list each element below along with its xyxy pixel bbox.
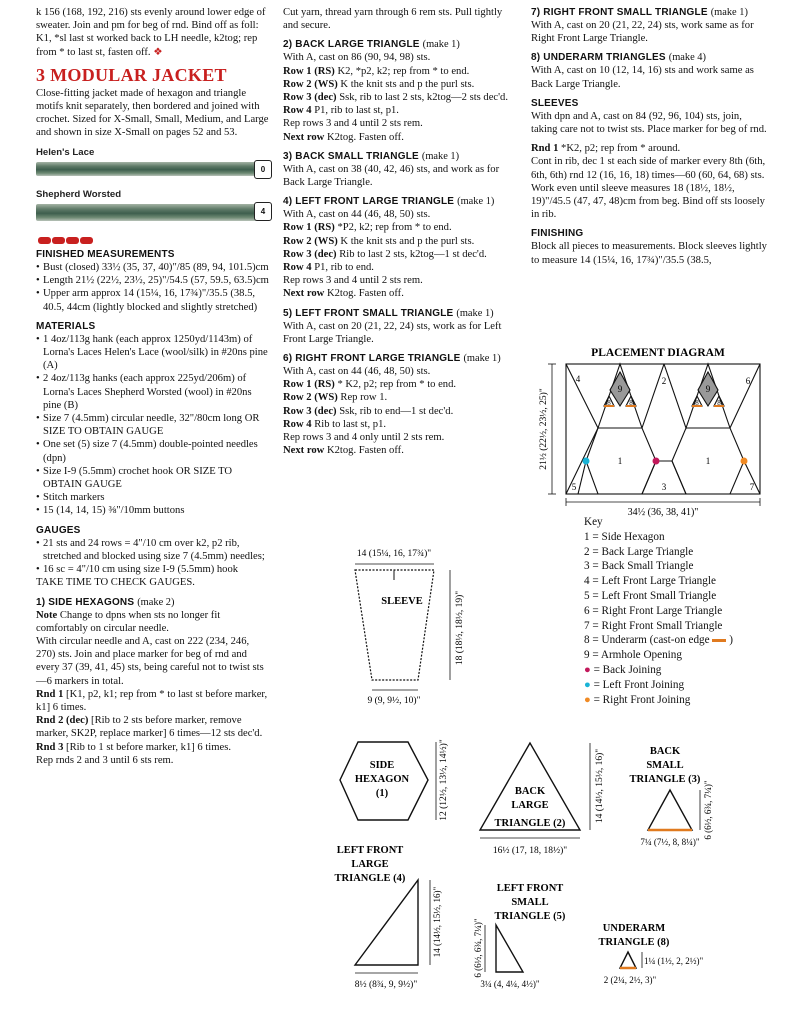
- sleeve-bottom-dimension: 9 (9, 9½, 10)": [367, 696, 421, 706]
- underarm-triangles-heading: 8) UNDERARM TRIANGLES (make 4): [531, 52, 706, 64]
- yarn-swatch-image: [36, 204, 270, 221]
- key-item: 3 = Back Small Triangle: [584, 560, 694, 573]
- instruction-row: Row 2 (WS) K the knit sts and p the purl sts.: [283, 235, 475, 247]
- list-item: • 1 4oz/113g hank (each approx 1250yd/1143m) of Lorna's Laces Helen's Lace (wool/silk) in #20ns pine (A): [36, 333, 270, 373]
- yarn-swatch-1: [36, 146, 270, 176]
- instruction-row: Row 1 (RS) K2, *p2, k2; rep from * to end.: [283, 65, 470, 77]
- back-joining-dot: [653, 458, 660, 465]
- lf-large-label: TRIANGLE (4): [334, 873, 406, 884]
- right-front-small-triangle-heading: 7) RIGHT FRONT SMALL TRIANGLE (make 1): [531, 7, 748, 18]
- key-item: 5 = Left Front Small Triangle: [584, 589, 717, 602]
- diagram-line: [642, 364, 664, 428]
- list-item: • 21 sts and 24 rows = 4"/10 cm over k2, p2 rib, stretched and blocked using size 7 (4.5mm) needles;: [36, 537, 270, 563]
- diagram-line: [566, 364, 598, 494]
- lf-small-side-dimension: 6 (6½, 6¾, 7¼)": [473, 918, 483, 978]
- back-small-triangle-schematic: [630, 746, 713, 847]
- diagram-label: 8: [629, 399, 633, 407]
- back-joining-icon: ●: [584, 663, 591, 676]
- hexagon-label: HEXAGON: [354, 774, 410, 785]
- underarm-label: TRIANGLE (8): [598, 937, 670, 948]
- measurements-list: [36, 261, 270, 314]
- key-item: 4 = Left Front Large Triangle: [584, 575, 716, 588]
- instruction-row: Row 4 P1, rib to end.: [283, 262, 374, 274]
- key-item: ● = Left Front Joining: [584, 678, 685, 691]
- paragraph: With A, cast on 86 (90, 94, 98) sts.: [283, 52, 431, 64]
- instruction-row: Next row K2tog. Fasten off.: [283, 131, 404, 143]
- sleeve-title: SLEEVE: [381, 596, 423, 607]
- description: Close-fitting jacket made of hexagon and triangle motifs knit separately, then bordered and joined with crochet. Sized for X-Small, Small, Medium, and Large and shown in size X-Small on pages 52 and 53.: [36, 87, 269, 139]
- instruction-row: Rep rows 3 and 4 only until 2 sts rem.: [283, 432, 445, 444]
- paragraph: With A, cast on 38 (40, 42, 46) sts, and work as for Back Large Triangle.: [283, 163, 500, 189]
- underarm-triangle-schematic: [599, 923, 704, 985]
- diagram-label: 1: [617, 456, 623, 466]
- left-front-small-triangle-schematic: [473, 883, 566, 989]
- materials-heading: MATERIALS: [36, 320, 96, 332]
- paragraph: With A, cast on 20 (21, 22, 24) sts, work same as for Right Front Large Triangle.: [531, 20, 754, 45]
- back-small-triangle-heading: 3) BACK SMALL TRIANGLE (make 1): [283, 150, 460, 162]
- right-front-large-triangle-heading: 6) RIGHT FRONT LARGE TRIANGLE (make 1): [283, 353, 501, 365]
- instruction-row: Rnd 1 *K2, p2; rep from * around.: [531, 143, 681, 155]
- instruction-row: Rnd 2 (dec) [Rib to 2 sts before marker, remove marker, SK2P, replace marker] 6 times—12 sts dec'd.: [36, 715, 263, 740]
- yarn-weight-icon: 0: [254, 160, 272, 179]
- instruction-row: Rep rows 3 and 4 until 2 sts rem.: [283, 118, 423, 130]
- paragraph: With A, cast on 44 (46, 48, 50) sts.: [283, 366, 431, 378]
- diagram-label: 9: [617, 384, 623, 394]
- width-dimension: 34½ (36, 38, 41)": [627, 507, 699, 518]
- back-large-triangle-schematic: [480, 743, 605, 856]
- key-item: 1 = Side Hexagon: [584, 530, 665, 543]
- lf-small-label: TRIANGLE (5): [494, 911, 566, 922]
- side-hexagon-schematic: [340, 739, 449, 821]
- lf-large-label: LARGE: [351, 859, 389, 870]
- yarn-label: Helen's Lace: [36, 146, 95, 158]
- underarm-side-dimension: 1¼ (1½, 2, 2½)": [644, 956, 704, 966]
- underarm-label: UNDERARM: [602, 923, 666, 934]
- diagram-label: 9: [705, 384, 711, 394]
- key-item: 2 = Back Large Triangle: [584, 545, 694, 558]
- key-item: ● = Back Joining: [584, 663, 662, 676]
- list-item: • One set (5) size 7 (4.5mm) double-pointed needles (dpn): [36, 438, 270, 464]
- lf-small-bottom-dimension: 3¼ (4, 4¼, 4½)": [480, 979, 540, 989]
- left-front-joining-icon: ●: [584, 678, 591, 691]
- diagram-label: 4: [575, 374, 581, 384]
- instruction-row: Rnd 1 [K1, p2, k1; rep from * to last st before marker, k1] 6 times.: [36, 688, 268, 713]
- instruction-row: Row 4 P1, rib to last st, p1.: [283, 105, 399, 117]
- left-front-joining-dot: [583, 458, 590, 465]
- list-item: • Upper arm approx 14 (15¼, 16, 17¾)"/35.5 (38.5, 40.5, 44cm (lightly blocked and slightly stretched): [36, 287, 270, 313]
- key-title: Key: [584, 516, 603, 528]
- diagram-label: 7: [749, 482, 755, 492]
- right-front-joining-icon: ●: [584, 693, 591, 706]
- finishing-heading: FINISHING: [531, 228, 584, 240]
- left-front-large-triangle-schematic: [335, 845, 442, 990]
- underarm-bottom-dimension: 2 (2¼, 2½, 3)": [603, 975, 657, 985]
- right-front-joining-dot: [741, 458, 748, 465]
- instruction-row: Row 2 (WS) K the knit sts and p the purl sts.: [283, 78, 475, 90]
- list-item: • Size I-9 (5.5mm) crochet hook OR SIZE TO OBTAIN GAUGE: [36, 465, 270, 491]
- lf-small-label: LEFT FRONT: [496, 883, 564, 894]
- lf-small-label: SMALL: [511, 897, 549, 908]
- column-2: [283, 6, 519, 457]
- list-item: • Bust (closed) 33½ (35, 37, 40)"/85 (89, 94, 101.5)cm: [36, 261, 270, 274]
- hexagon-label: (1): [375, 788, 389, 799]
- gauges-list: [36, 537, 270, 577]
- materials-list: [36, 333, 270, 518]
- list-item: • 16 sc = 4"/10 cm using size I-9 (5.5mm) hook: [36, 563, 270, 576]
- back-large-side-dimension: 14 (14½, 15½, 16)": [595, 748, 605, 824]
- key-item: 7 = Right Front Small Triangle: [584, 619, 723, 632]
- paragraph: Block all pieces to measurements. Block sleeves lightly to measure 14 (15¼, 16, 17¾)"/35.5 (38.5,: [531, 241, 767, 266]
- list-item: • 15 (14, 14, 15) ⅜"/10mm buttons: [36, 504, 270, 517]
- instruction-row: Row 1 (RS) *P2, k2; rep from * to end.: [283, 222, 452, 234]
- hexagon-side-dimension: 12 (12½, 13½, 14½)": [439, 739, 449, 821]
- diagram-label: 1: [705, 456, 711, 466]
- sleeve-side-dimension: 18 (18½, 18½, 19)": [455, 590, 465, 666]
- placement-diagram-title: PLACEMENT DIAGRAM: [591, 347, 725, 359]
- yarn-swatch-2: [36, 188, 270, 221]
- paragraph: With A, cast on 44 (46, 48, 50) sts.: [283, 209, 431, 221]
- diagram-label: 2: [661, 376, 667, 386]
- lf-large-label: LEFT FRONT: [336, 845, 404, 856]
- placement-diagram: [530, 340, 770, 518]
- list-item: • Length 21½ (22½, 23½, 25)"/54.5 (57, 59.5, 63.5)cm: [36, 274, 270, 287]
- diagram-label: 3: [661, 482, 667, 492]
- diagram-line: [730, 364, 760, 428]
- sleeve-top-dimension: 14 (15¼, 16, 17¾)": [356, 549, 432, 559]
- list-item: • Size 7 (4.5mm) circular needle, 32"/80cm long OR SIZE TO OBTAIN GAUGE: [36, 412, 270, 438]
- hexagon-label: SIDE: [369, 760, 395, 771]
- paragraph: With A, cast on 10 (12, 14, 16) sts and work same as Back Large Triangle.: [531, 65, 754, 90]
- left-front-large-triangle-heading: 4) LEFT FRONT LARGE TRIANGLE (make 1): [283, 196, 495, 208]
- sleeves-heading: SLEEVES: [531, 97, 579, 109]
- lf-large-side-dimension: 14 (14½, 15½, 16)": [432, 886, 442, 958]
- paragraph: With A, cast on 20 (21, 22, 24) sts, work as for Left Front Large Triangle.: [283, 320, 502, 345]
- intro-text: k 156 (168, 192, 216) sts evenly around lower edge of sweater. Join and pm for beg of rnd. Bind off as foll: K1, *sl last st worked back to LH needle, k2tog; rep from * to last st, fasten off. ❖: [36, 7, 266, 58]
- back-large-label: TRIANGLE (2): [494, 818, 566, 829]
- instruction-row: Row 3 (dec) Ssk, rib to end—1 st dec'd.: [283, 405, 454, 417]
- instruction-row: Rep rnds 2 and 3 until 6 sts rem.: [36, 754, 174, 766]
- key-item: ● = Right Front Joining: [584, 693, 691, 706]
- instruction-row: Row 4 Rib to last st, p1.: [283, 418, 387, 430]
- back-large-label: LARGE: [511, 800, 549, 811]
- back-small-label: SMALL: [646, 760, 684, 771]
- back-small-label: TRIANGLE (3): [629, 774, 701, 785]
- instruction-row: Row 2 (WS) Rep row 1.: [283, 392, 388, 404]
- key-item: 6 = Right Front Large Triangle: [584, 604, 723, 617]
- yarn-label: Shepherd Worsted: [36, 188, 122, 200]
- finished-measurements-heading: FINISHED MEASUREMENTS: [36, 249, 175, 261]
- back-small-label: BACK: [649, 746, 681, 757]
- paragraph: With dpn and A, cast on 84 (92, 96, 104) sts, join, taking care not to twist sts. Place marker for beg of rnd.: [531, 110, 767, 136]
- back-small-bottom-dimension: 7¼ (7½, 8, 8¼)": [640, 837, 700, 847]
- back-large-bottom-dimension: 16½ (17, 18, 18½)": [492, 846, 568, 856]
- diagram-label: 6: [745, 376, 751, 386]
- back-large-triangle-heading: 2) BACK LARGE TRIANGLE (make 1): [283, 39, 460, 51]
- instruction-row: Rnd 3 [Rib to 1 st before marker, k1] 6 times.: [36, 741, 231, 753]
- side-hexagons-heading: 1) SIDE HEXAGONS (make 2): [36, 596, 175, 608]
- gauges-heading: GAUGES: [36, 524, 81, 536]
- instruction-row: Rep rows 3 and 4 until 2 sts rem.: [283, 275, 423, 287]
- paragraph: With circular needle and A, cast on 222 (234, 246, 270) sts. Join and place marker for beg of rnd and every 37 (39, 41, 45) sts, being careful not to twist sts—6 markers in total.: [36, 635, 264, 687]
- paragraph: Cont in rib, dec 1 st each side of marker every 8th (6th, 6th, 6th) rnd 12 (16, 16, 18) times—60 (60, 64, 68) sts. Work even until sleeve measures 18 (18½, 18½, 19)"/45.5 (47, 47, 48)cm from beg. Bind off sts loosely in rib.: [531, 156, 766, 221]
- end-mark-icon: ❖: [153, 46, 163, 58]
- schematics: [290, 540, 780, 1010]
- instruction-row: Next row K2tog. Fasten off.: [283, 288, 404, 300]
- back-large-label: BACK: [514, 786, 546, 797]
- diagram-label: 5: [571, 482, 577, 492]
- column-1: [36, 6, 270, 767]
- diagram-label: 8: [607, 399, 611, 407]
- yarn-weight-icon: 4: [254, 202, 272, 221]
- instruction-row: Next row K2tog. Fasten off.: [283, 445, 404, 457]
- skill-level-icon: [38, 235, 270, 242]
- diagram-label: 8: [695, 399, 699, 407]
- intro-text: Cut yarn, thread yarn through 6 rem sts. Pull tightly and secure.: [283, 7, 503, 32]
- list-item: • 2 4oz/113g hanks (each approx 225yd/206m) of Lorna's Laces Shepherd Worsted (wool) in #20ns pine (B): [36, 372, 270, 412]
- key-item: 9 = Armhole Opening: [584, 649, 682, 662]
- back-small-side-dimension: 6 (6½, 6¾, 7¼)": [703, 780, 713, 840]
- page-title: 3 MODULAR JACKET: [36, 64, 227, 85]
- gauge-note: TAKE TIME TO CHECK GAUGES.: [36, 577, 195, 589]
- left-front-small-triangle-heading: 5) LEFT FRONT SMALL TRIANGLE (make 1): [283, 307, 494, 319]
- instruction-row: Row 3 (dec) Ssk, rib to last 2 sts, k2tog—2 sts dec'd.: [283, 92, 508, 104]
- sleeve-schematic: [355, 548, 465, 706]
- column-3: [531, 6, 767, 267]
- instruction-row: Row 3 (dec) Rib to last 2 sts, k2tog—1 st dec'd.: [283, 248, 487, 260]
- key-item: 8 = Underarm (cast-on edge ): [584, 634, 733, 647]
- yarn-swatch-image: [36, 162, 270, 176]
- instruction-row: Row 1 (RS) * K2, p2; rep from * to end.: [283, 379, 457, 391]
- note: Note Change to dpns when sts no longer fit comfortably on circular needle.: [36, 609, 221, 634]
- diagram-label: 8: [717, 399, 721, 407]
- height-dimension: 21½ (22½, 23½, 25)": [539, 388, 549, 470]
- lf-large-bottom-dimension: 8½ (8¾, 9, 9½)": [354, 980, 418, 990]
- list-item: • Stitch markers: [36, 491, 270, 504]
